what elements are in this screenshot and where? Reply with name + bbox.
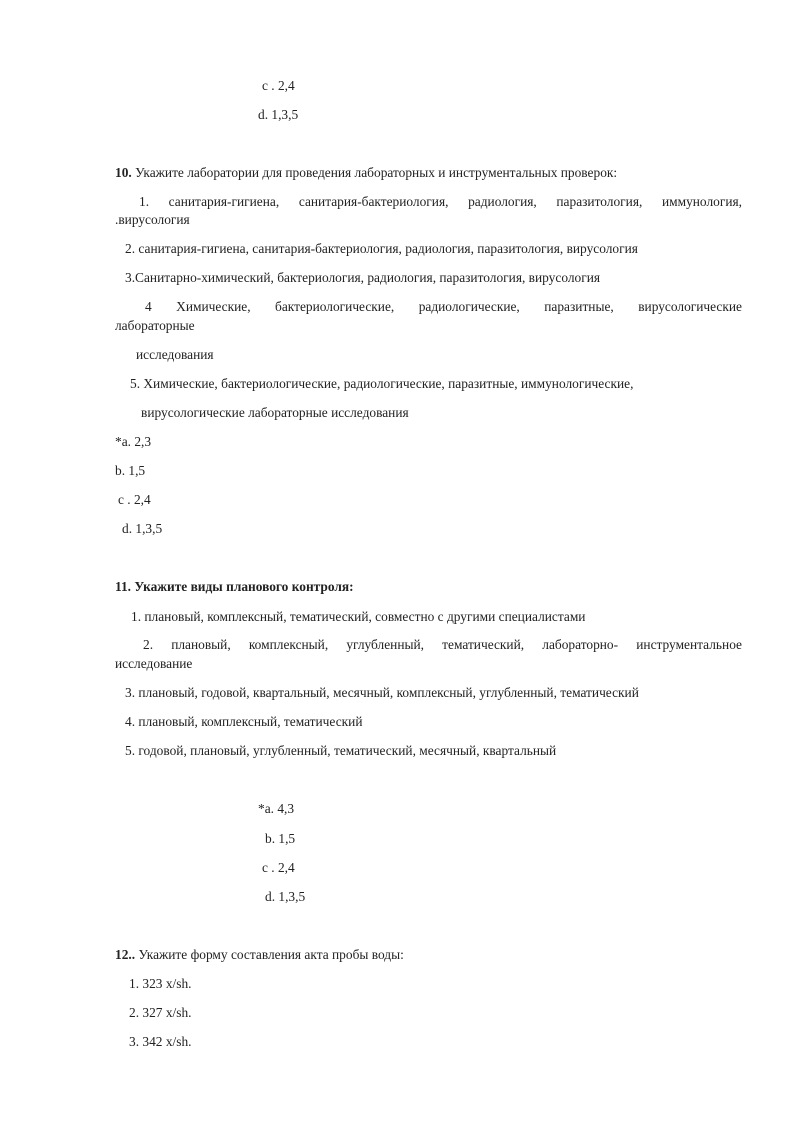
question-text: Укажите форму составления акта пробы воды: [135,947,404,962]
question-12-option-3: 3. 342 x/sh. [129,1034,192,1049]
question-10-title [115,164,617,182]
question-10-option-4-continued: лабораторные [115,318,195,333]
question-10-option-1: 1. санитария-гигиена, санитария-бактериология, радиология, паразитология, иммунология, [139,194,742,209]
question-10-option-3: 3.Санитарно-химический, бактериология, радиология, паразитология, вирусология [125,270,601,285]
question-11-title: 11. Укажите виды планового контроля: [115,579,354,594]
question-11-answer-c: c . 2,4 [262,860,295,875]
question-10-answer-c: c . 2,4 [118,492,151,507]
question-10-option-1-continued: .вирусология [115,212,190,227]
question-10-option-2: 2. санитария-гигиена, санитария-бактериология, радиология, паразитология, вирусология [125,241,638,256]
question-11-answer-b: b. 1,5 [265,831,296,846]
question-text: Укажите лаборатории для проведения лабораторных и инструментальных проверок: [135,165,618,180]
question-11-option-2-continued: исследование [115,656,193,671]
question-11-option-4: 4. плановый, комплексный, тематический [125,714,363,729]
question-10-option-4: 4 Химические, бактериологические, радиологические, паразитные, вирусологические [145,299,742,314]
answer-c: c . 2,4 [262,78,295,93]
question-11-option-3: 3. плановый, годовой, квартальный, месячный, комплексный, углубленный, тематический [125,685,639,700]
question-11-answer-d: d. 1,3,5 [265,889,306,904]
question-10-option-4-continued-2: исследования [136,347,214,362]
question-11-option-1: 1. плановый, комплексный, тематический, совместно с другими специалистами [131,609,586,624]
question-11-option-5: 5. годовой, плановый, углубленный, тематический, месячный, квартальный [125,743,557,758]
question-10-option-5: 5. Химические, бактериологические, радиологические, паразитные, иммунологические, [130,376,634,391]
question-12-option-2: 2. 327 x/sh. [129,1005,192,1020]
question-10-option-5-continued: вирусологические лабораторные исследования [141,405,409,420]
question-number: 10. [115,165,132,180]
question-10-answer-a: *a. 2,3 [115,434,152,449]
question-number-dot: . [131,947,136,962]
question-11-answer-a: *a. 4,3 [258,801,295,816]
question-11-option-2: 2. плановый, комплексный, углубленный, тематический, лабораторно- инструментальное [143,637,742,652]
question-12-title [115,946,404,964]
answer-d: d. 1,3,5 [258,107,299,122]
question-number: 12. [115,947,132,962]
question-12-option-1: 1. 323 x/sh. [129,976,192,991]
question-10-answer-d: d. 1,3,5 [122,521,163,536]
question-10-answer-b: b. 1,5 [115,463,146,478]
